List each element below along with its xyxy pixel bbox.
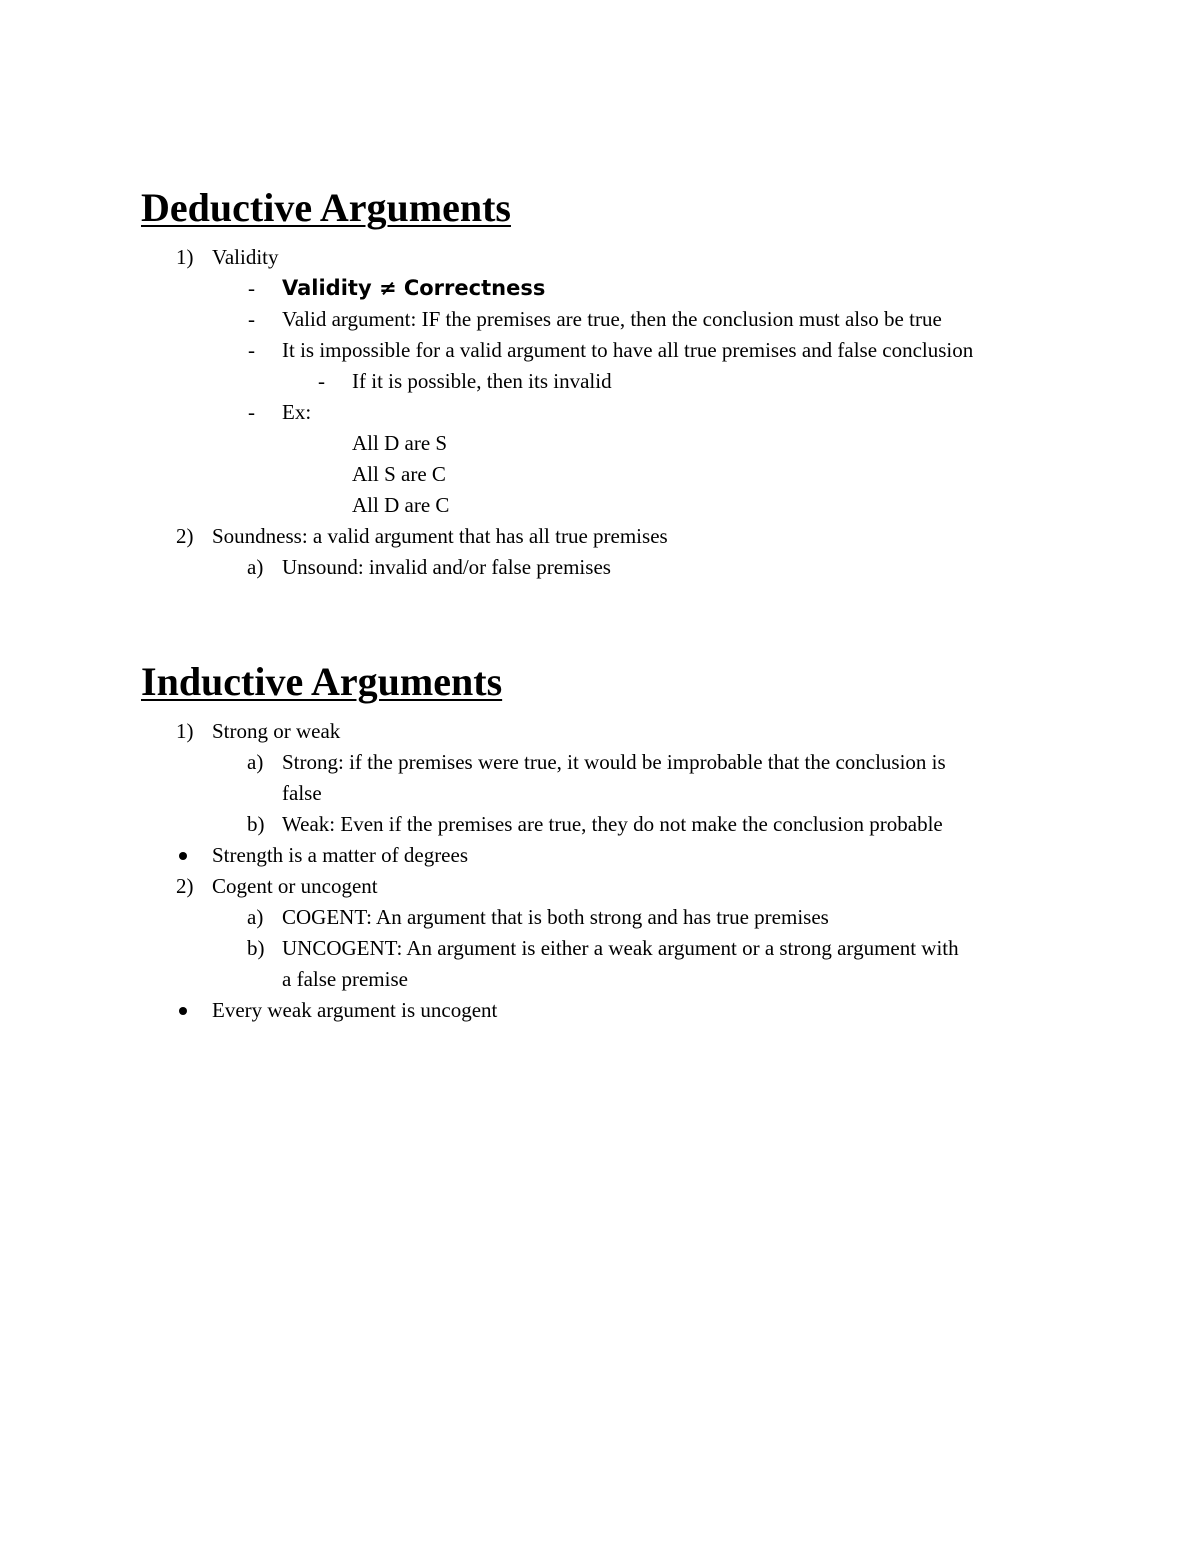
dash-marker: - <box>248 276 255 300</box>
every-weak-text: Every weak argument is uncogent <box>212 998 498 1022</box>
soundness-text: Soundness: a valid argument that has all true premises <box>212 524 668 548</box>
strong-text-line1: Strong: if the premises were true, it would be improbable that the conclusion is <box>282 750 946 774</box>
bullet-icon <box>179 852 187 860</box>
deductive-heading: Deductive Arguments <box>141 185 511 230</box>
list-letter: b) <box>247 936 265 960</box>
example-line: All S are C <box>352 462 446 486</box>
list-number: 2) <box>176 874 194 898</box>
uncogent-def-line1: UNCOGENT: An argument is either a weak argument or a strong argument with <box>282 936 959 960</box>
list-number: 1) <box>176 719 194 743</box>
list-number: 1) <box>176 245 194 269</box>
list-letter: a) <box>247 905 264 929</box>
strength-degrees-text: Strength is a matter of degrees <box>212 843 468 867</box>
dash-marker: - <box>248 400 255 424</box>
dash-marker: - <box>248 307 255 331</box>
valid-argument-text: Valid argument: IF the premises are true, then the conclusion must also be true <box>282 307 942 331</box>
inductive-heading: Inductive Arguments <box>141 659 503 704</box>
example-label: Ex: <box>282 400 312 424</box>
if-possible-text: If it is possible, then its invalid <box>352 369 612 393</box>
weak-text: Weak: Even if the premises are true, they do not make the conclusion probable <box>282 812 943 836</box>
example-line: All D are C <box>352 493 450 517</box>
cogent-def-text: COGENT: An argument that is both strong and has true premises <box>282 905 829 929</box>
example-line: All D are S <box>352 431 448 455</box>
dash-marker: - <box>318 369 325 393</box>
cogent-uncogent-text: Cogent or uncogent <box>212 874 378 898</box>
list-number: 2) <box>176 524 194 548</box>
validity-label: Validity <box>212 245 279 269</box>
strong-weak-text: Strong or weak <box>212 719 341 743</box>
list-letter: a) <box>247 555 264 579</box>
list-letter: b) <box>247 812 265 836</box>
impossible-text: It is impossible for a valid argument to have all true premises and false conclusion <box>282 338 974 362</box>
bullet-icon <box>179 1007 187 1015</box>
unsound-text: Unsound: invalid and/or false premises <box>282 555 611 579</box>
dash-marker: - <box>248 338 255 362</box>
list-letter: a) <box>247 750 264 774</box>
uncogent-def-line2: a false premise <box>282 967 408 991</box>
strong-text-line2: false <box>282 781 322 805</box>
validity-neq-correctness: Validity ≠ Correctness <box>282 276 546 300</box>
